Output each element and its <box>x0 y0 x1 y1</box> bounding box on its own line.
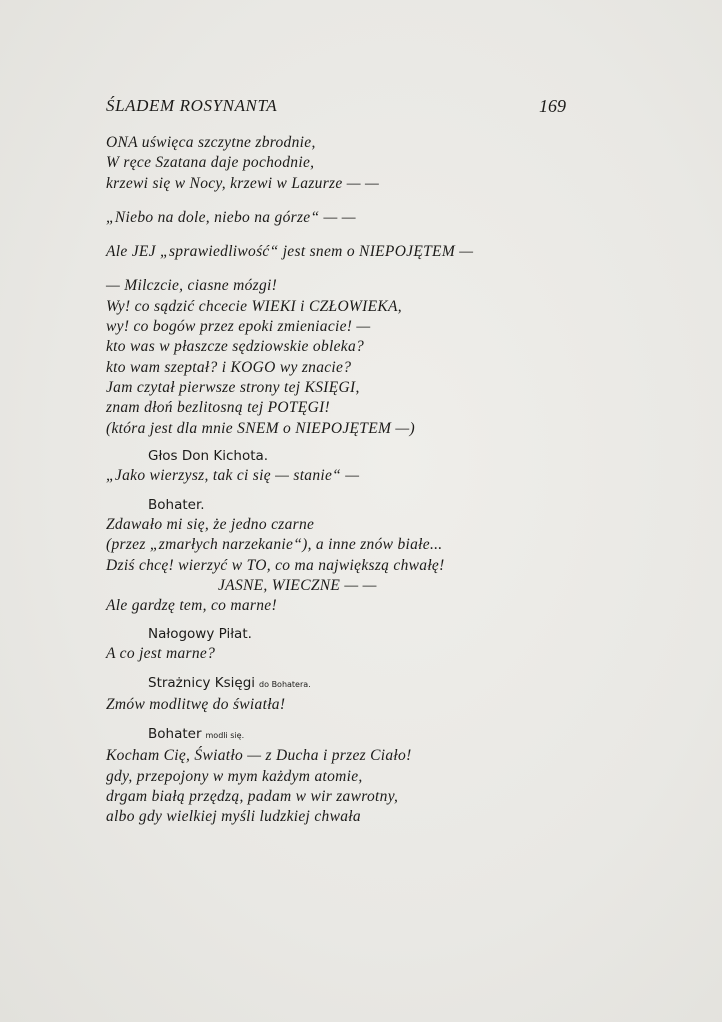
verse-line: gdy, przepojony w mym każdym atomie, <box>106 767 363 785</box>
verse-line: — Milczcie, ciasne mózgi! <box>106 277 278 295</box>
verse-line: Kocham Cię, Światło — z Ducha i przez Ciało! <box>106 747 412 765</box>
page-header <box>106 96 566 120</box>
verse-line: drgam białą przędzą, padam w wir zawrotny, <box>106 787 399 805</box>
stanza-ona <box>106 133 586 194</box>
verse-line: Zmów modlitwę do światła! <box>106 695 286 713</box>
speaker-bohater-modli <box>148 724 586 746</box>
verse-line: A co jest marne? <box>106 644 216 662</box>
speaker-name: Strażnicy Księgi <box>148 674 256 691</box>
verse-line: Zdawało mi się, że jedno czarne <box>106 516 315 534</box>
verse-line: (przez „zmarłych narzekanie“), a inne znów białe... <box>106 536 443 554</box>
verse-line: Ale gardzę tem, co marne! <box>106 597 277 615</box>
verse-line: znam dłoń bezlitosną tej POTĘGI! <box>106 399 331 417</box>
verse-line: Dziś chcę! wierzyć w TO, co ma największą chwałę! <box>106 556 445 574</box>
verse-line: (która jest dla mnie SNEM o NIEPOJĘTEM —) <box>106 419 415 437</box>
page-number: 169 <box>539 96 566 116</box>
running-head: ŚLADEM ROSYNANTA <box>106 96 278 115</box>
stanza-milczcie <box>106 276 586 438</box>
verse-line-jasne: JASNE, WIECZNE — — <box>218 577 377 595</box>
stage-direction: modli się. <box>205 731 245 741</box>
verse-line: „Jako wierzysz, tak ci się — stanie“ — <box>106 466 360 484</box>
speaker-bohater: Bohater. <box>148 497 205 514</box>
verse-line: Wy! co sądzić chcecie WIEKI i CZŁOWIEKA, <box>106 297 402 315</box>
poem-text <box>106 133 586 827</box>
stage-direction: do Bohatera. <box>259 679 311 689</box>
verse-line: kto was w płaszcze sędziowskie obleka? <box>106 338 365 356</box>
verse-line-niebo: „Niebo na dole, niebo na górze“ — — <box>106 208 356 226</box>
speaker-don-kichot: Głos Don Kichota. <box>148 447 269 464</box>
speaker-pilat: Nałogowy Piłat. <box>148 625 252 642</box>
verse-line: krzewi się w Nocy, krzewi w Lazurze — — <box>106 174 380 192</box>
speaker-name: Bohater <box>148 726 202 743</box>
speaker-straznicy <box>148 673 586 695</box>
verse-line: wy! co bogów przez epoki zmieniacie! — <box>106 318 371 336</box>
verse-line: Jam czytał pierwsze strony tej KSIĘGI, <box>106 378 360 396</box>
verse-line: ONA uświęca szczytne zbrodnie, <box>106 134 316 151</box>
verse-line-ale-jej: Ale JEJ „sprawiedliwość“ jest snem o NIEPOJĘTEM — <box>106 243 474 261</box>
verse-line: kto wam szeptał? i KOGO wy znacie? <box>106 358 352 376</box>
verse-line: W ręce Szatana daje pochodnie, <box>106 154 315 172</box>
verse-line: albo gdy wielkiej myśli ludzkiej chwała <box>106 808 361 826</box>
